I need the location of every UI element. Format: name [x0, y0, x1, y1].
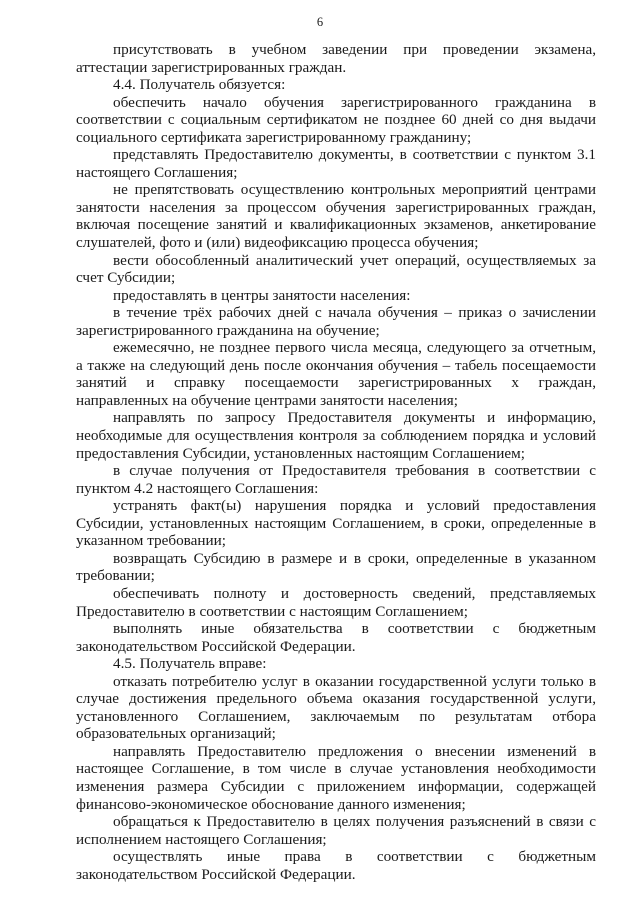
document-body	[76, 41, 596, 883]
page-number: 6	[316, 15, 324, 29]
paragraph-exam-attendance: присутствовать в учебном заведении при проведении экзамена, аттестации зарегистрированных граждан.	[76, 41, 596, 76]
paragraph-provide-to-centers: предоставлять в центры занятости населения:	[113, 286, 411, 304]
paragraph-refuse-service: отказать потребителю услуг в оказании государственной услуги только в случае достижения предельного объема оказания государственной услуги, установленного Соглашением, заключаемым по результатам отбора образовательных организаций;	[76, 672, 596, 743]
section-heading-4-5: 4.5. Получатель вправе:	[113, 655, 267, 673]
paragraph-enrollment-order: в течение трёх рабочих дней с начала обучения – приказ о зачислении зарегистрированного гражданина на обучение;	[76, 304, 596, 339]
paragraph-on-requirement: в случае получения от Предоставителя требования в соответствии с пунктом 4.2 настоящего Соглашения:	[76, 462, 596, 497]
paragraph-send-on-request: направлять по запросу Предоставителя документы и информацию, необходимые для осуществления контроля за соблюдением порядка и условий предоставления Субсидии, установленных настоящим Соглашением;	[76, 409, 596, 462]
paragraph-request-clarification: обращаться к Предоставителю в целях получения разъяснений в связи с исполнением настоящего Соглашения;	[76, 813, 596, 848]
paragraph-analytic-accounting: вести обособленный аналитический учет операций, осуществляемых за счет Субсидии;	[76, 251, 596, 287]
paragraph-control-measures: не препятствовать осуществлению контрольных мероприятий центрами занятости населения за процессом обучения зарегистрированных граждан, включая посещение занятий и квалификационных экзаменов, анкетирование слушателей, фото и (или) видеофиксацию процесса обучения;	[76, 181, 596, 252]
paragraph-training-start: обеспечить начало обучения зарегистрированного гражданина в соответствии с социальным сертификатом не позднее 60 дней со дня выдачи социального сертификата зарегистрированному гражданину;	[76, 93, 596, 146]
section-heading-4-4: 4.4. Получатель обязуется:	[113, 76, 286, 94]
paragraph-eliminate-violations: устранять факт(ы) нарушения порядка и условий предоставления Субсидии, установленных настоящим Соглашением, в сроки, определенные в указанном требовании;	[76, 497, 596, 550]
paragraph-submit-documents: представлять Предоставителю документы, в соответствии с пунктом 3.1 настоящего Соглашения;	[76, 146, 596, 181]
paragraph-other-obligations: выполнять иные обязательства в соответствии с бюджетным законодательством Российской Федерации.	[76, 620, 596, 655]
paragraph-other-rights: осуществлять иные права в соответствии с бюджетным законодательством Российской Федерации.	[76, 848, 596, 883]
paragraph-return-subsidy: возвращать Субсидию в размере и в сроки, определенные в указанном требовании;	[76, 549, 596, 585]
paragraph-monthly-attendance: ежемесячно, не позднее первого числа месяца, следующего за отчетным, а также на следующий день после окончания обучения – табель посещаемости занятий и справку посещаемости зарегистрированных х граждан, направленных на обучение центрами занятости населения;	[76, 339, 596, 409]
paragraph-propose-changes: направлять Предоставителю предложения о внесении изменений в настоящее Соглашение, в том числе в случае установления необходимости изменения размера Субсидии с приложением информации, содержащей финансово-экономическое обоснование данного изменения;	[76, 742, 596, 813]
paragraph-completeness: обеспечивать полноту и достоверность сведений, представляемых Предоставителю в соответствии с настоящим Соглашением;	[76, 584, 596, 620]
